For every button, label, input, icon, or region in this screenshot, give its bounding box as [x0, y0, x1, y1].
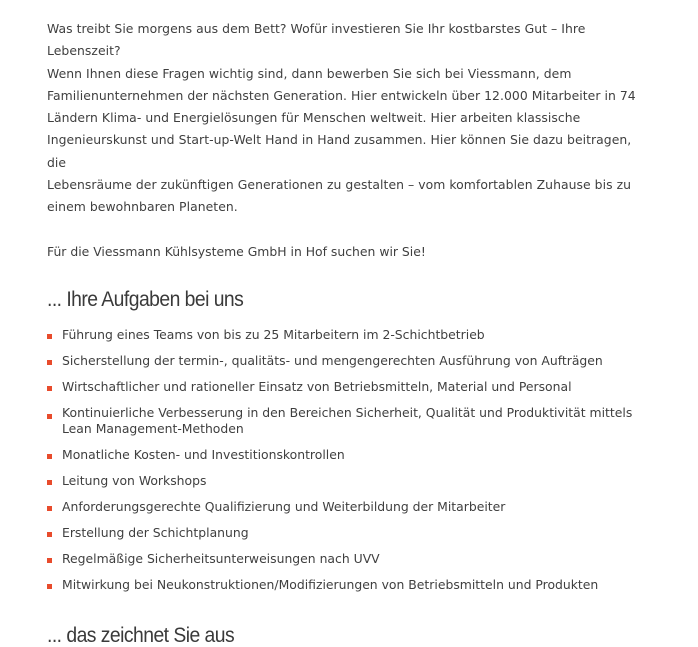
square-bullet-icon [47, 584, 52, 589]
square-bullet-icon [47, 480, 52, 485]
intro-line: Was treibt Sie morgens aus dem Bett? Wofür investieren Sie Ihr kostbarstes Gut – Ihre Lebenszeit? [47, 21, 586, 59]
intro-paragraph [47, 18, 647, 219]
intro-line: Familienunternehmen der nächsten Generation. Hier entwickeln über 12.000 Mitarbeiter in 74 [47, 87, 636, 103]
list-item: Leitung von Workshops [47, 473, 647, 489]
list-item: Monatliche Kosten- und Investitionskontrollen [47, 447, 647, 463]
square-bullet-icon [47, 386, 52, 391]
list-item: Regelmäßige Sicherheitsunterweisungen nach UVV [47, 551, 647, 567]
intro-line: einem bewohnbaren Planeten. [47, 199, 238, 215]
list-item: Anforderungsgerechte Qualifizierung und Weiterbildung der Mitarbeiter [47, 499, 647, 515]
profile-heading: ... das zeichnet Sie aus [47, 622, 235, 647]
list-item: Sicherstellung der termin-, qualitäts- und mengengerechten Ausführung von Aufträgen [47, 353, 647, 369]
job-description [47, 18, 647, 647]
list-item: Kontinuierliche Verbesserung in den Bereichen Sicherheit, Qualität und Produktivität mittels Lean Management-Methoden [47, 405, 647, 437]
intro-line: Ingenieurskunst und Start-up-Welt Hand in Hand zusammen. Hier können Sie dazu beitragen, die [47, 132, 632, 170]
tasks-heading: ... Ihre Aufgaben bei uns [47, 286, 244, 311]
list-item: Mitwirkung bei Neukonstruktionen/Modifizierungen von Betriebsmitteln und Produkten [47, 577, 647, 593]
list-item: Erstellung der Schichtplanung [47, 525, 647, 541]
square-bullet-icon [47, 360, 52, 365]
list-item: Wirtschaftlicher und rationeller Einsatz von Betriebsmitteln, Material und Personal [47, 379, 647, 395]
list-item: Führung eines Teams von bis zu 25 Mitarbeitern im 2-Schichtbetrieb [47, 327, 647, 343]
square-bullet-icon [47, 558, 52, 563]
intro-line: Ländern Klima- und Energielösungen für Menschen weltweit. Hier arbeiten klassische [47, 110, 581, 126]
tasks-list [47, 327, 647, 593]
company-line: Für die Viessmann Kühlsysteme GmbH in Hof suchen wir Sie! [47, 243, 426, 259]
square-bullet-icon [47, 532, 52, 537]
square-bullet-icon [47, 454, 52, 459]
square-bullet-icon [47, 414, 52, 419]
intro-line: Lebensräume der zukünftigen Generationen zu gestalten – vom komfortablen Zuhause bis zu [47, 177, 632, 193]
intro-line: Wenn Ihnen diese Fragen wichtig sind, dann bewerben Sie sich bei Viessmann, dem [47, 65, 572, 81]
square-bullet-icon [47, 506, 52, 511]
square-bullet-icon [47, 334, 52, 339]
